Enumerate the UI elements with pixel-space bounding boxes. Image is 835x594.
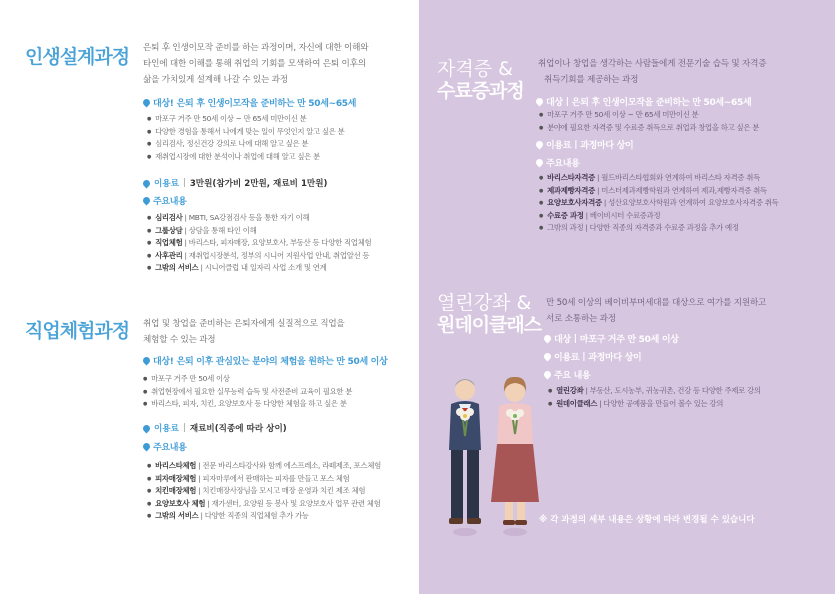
right-panel [419,0,835,594]
job-course-desc: 취업 및 창업을 준비하는 은퇴자에게 실질적으로 직업을 체험할 수 있는 과정 [143,319,345,345]
job-content-list [147,460,381,523]
pin-icon [142,423,152,433]
cert-fee: 이용료 | 과정마다 상이 [536,138,633,151]
senior-couple-illustration [429,372,549,542]
list-item: ● 바리스타, 피자, 치킨, 요양보호사 등 다양한 체험을 하고 싶은 분 [143,398,352,411]
list-item: ● 그룹상담 | 상담을 통해 타인 이해 [147,225,371,238]
cert-target-heading: 대상 | 은퇴 후 인생이모작을 준비하는 만 50세~65세 [536,95,751,108]
list-item: ● 마포구 거주 만 50세 이상 ~ 만 65세 미만이신 분 [147,113,345,126]
cert-content-list [539,172,778,235]
list-item: ● 직업체험 | 바리스타, 피자매장, 요양보호사, 부동산 등 다양한 직업체험 [147,237,371,250]
job-fee: 이용료 | 재료비(직종에 따라 상이) [143,422,287,434]
list-item: ● 그밖의 서비스 | 시니어클럽 내 일자리 사업 소개 및 연계 [147,262,371,275]
open-content-list [548,385,761,410]
list-item: ● 다양한 경험을 통해서 나에게 맞는 일이 무엇인지 알고 싶은 분 [147,126,345,139]
life-content-heading: 주요내용 [143,194,187,207]
life-fee: 이용료 | 3만원(참가비 2만원, 재료비 1만원) [143,177,327,189]
list-item: ● 치킨매장체험 | 치킨매장사장님을 모시고 매장 운영과 치킨 제조 체험 [147,485,381,498]
open-fee: 이용료 | 과정마다 상이 [544,350,641,363]
pin-icon [142,98,152,108]
open-target-heading: 대상 | 마포구 거주 만 50세 이상 [544,332,679,345]
job-content-heading: 주요내용 [143,440,187,453]
cert-course-desc: 취업이나 창업을 생각하는 사람들에게 전문기술 습득 및 자격증 취득기회를 제공하는 과정 [538,59,767,85]
life-content-list [147,212,371,275]
cert-target-list [539,109,759,134]
list-item: ● 마포구 거주 만 50세 이상 ~ 만 65세 미만이신 분 [539,109,759,122]
pin-icon [142,356,152,366]
life-course-title: 인생설계과정 [25,46,130,68]
open-course-desc: 만 50세 이상의 베이비부머세대를 대상으로 여가를 지원하고 서로 소통하는 과정 [546,298,767,324]
list-item: ● 분야에 필요한 자격증 및 수료증 취득으로 취업과 창업을 하고 싶은 분 [539,122,759,135]
list-item: ● 원데이클래스 | 다양한 공예품을 만들어 볼수 있는 강의 [548,398,761,411]
list-item: ● 마포구 거주 만 50세 이상 [143,373,352,386]
pin-icon [543,334,553,344]
cert-content-heading: 주요내용 [536,156,580,169]
list-item: ● 열린강좌 | 부동산, 도시농부, 귀농귀촌, 건강 등 다양한 주제로 강의 [548,385,761,398]
job-target-heading: 대상! 은퇴 이후 관심있는 분야의 체험을 원하는 만 50세 이상 [143,354,387,367]
list-item: ● 재취업시장에 대한 분석이나 취업에 대해 알고 싶은 분 [147,151,345,164]
list-item: ● 피자매장체험 | 피자마루에서 판매하는 피자를 만들고 포스 체험 [147,473,381,486]
list-item: ● 그밖의 과정 | 다양한 직종의 자격증과 수료증 과정을 추가 예정 [539,222,778,235]
pin-icon [142,178,152,188]
life-course-desc: 은퇴 후 인생이모작 준비를 하는 과정이며, 자신에 대한 이해와 타인에 대한 이해를 통해 취업의 기회를 모색하여 은퇴 이후의 삶을 가치있게 설계해 나갈 수 있는 과정 [143,43,369,85]
list-item: ● 제과제빵자격증 | 미스터제과제빵학원과 연계하여 제과,제빵자격증 취득 [539,185,778,198]
open-course-title: 열린강좌 & 원데이클래스 [437,292,542,336]
list-item: ● 심리검사, 정신건강 강의로 나에 대해 알고 싶은 분 [147,138,345,151]
notice-text: ※ 각 과정의 세부 내용은 상황에 따라 변경될 수 있습니다 [539,515,755,525]
pin-icon [142,196,152,206]
list-item: ● 심리검사 | MBTI, SA강점검사 등을 통한 자기 이해 [147,212,371,225]
list-item: ● 사후관리 | 재취업시장분석, 정부의 시니어 지원사업 안내, 취업알선 등 [147,250,371,263]
life-target-heading: 대상! 은퇴 후 인생이모작을 준비하는 만 50세~65세 [143,96,356,109]
pin-icon [535,158,545,168]
pin-icon [535,97,545,107]
open-content-heading: 주요 내용 [544,368,590,381]
list-item: ● 요양보호사자격증 | 성산요양보호사학원과 연계하여 요양보호사자격증 취득 [539,197,778,210]
life-target-list [147,113,345,163]
pin-icon [535,140,545,150]
list-item: ● 요양보호사 체험 | 재가센터, 요양원 등 봉사 및 요양보호사 업무 관련 체험 [147,498,381,511]
job-target-list [143,373,352,411]
list-item: ● 바리스타자격증 | 월드바리스타협회와 연계하여 바리스타 자격증 취득 [539,172,778,185]
list-item: ● 바리스타체험 | 전문 바리스타강사와 함께 에스프레소, 라떼제조, 포스체험 [147,460,381,473]
list-item: ● 취업현장에서 필요한 실무능력 습득 및 사전준비 교육이 필요한 분 [143,386,352,399]
pin-icon [543,352,553,362]
cert-course-title: 자격증 & 수료증과정 [437,58,524,102]
list-item: ● 수료증 과정 | 베이비시터 수료증과정 [539,210,778,223]
pin-icon [142,442,152,452]
list-item: ● 그밖의 서비스 | 다양한 직종의 직업체험 추가 가능 [147,510,381,523]
job-course-title: 직업체험과정 [25,320,130,342]
